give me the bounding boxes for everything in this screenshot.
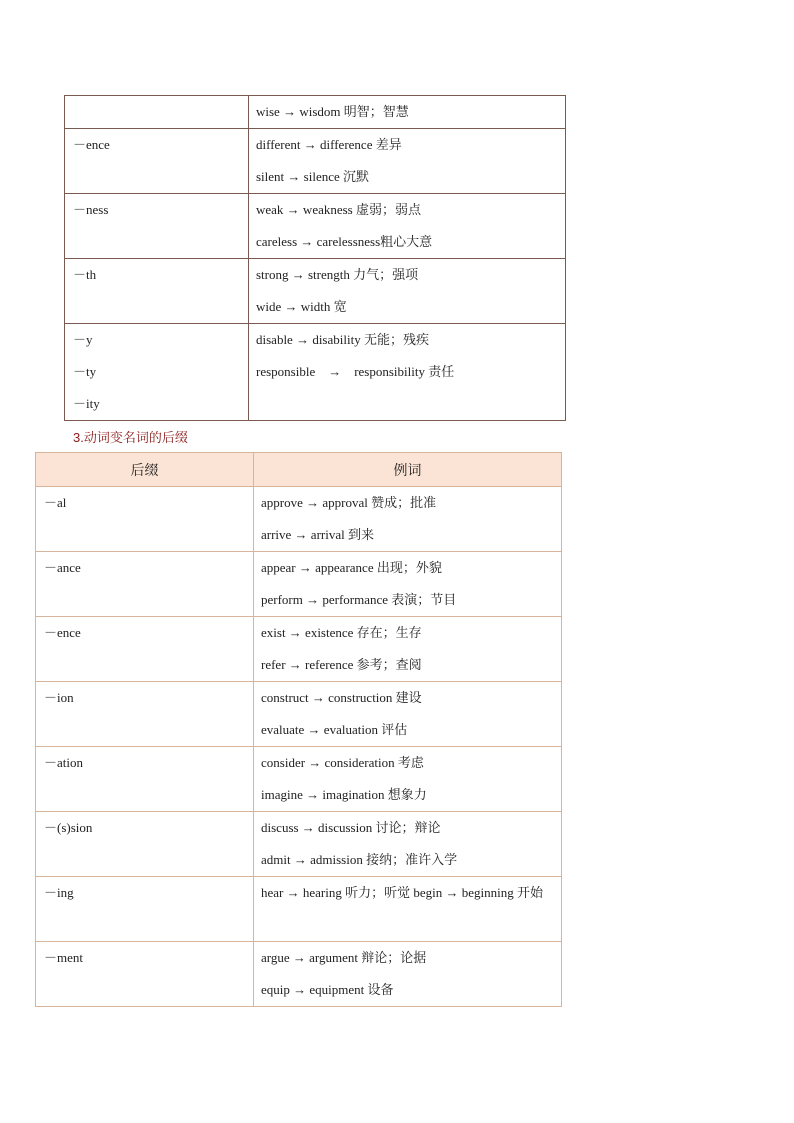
suffix-text: －ion: [44, 690, 74, 705]
example-text: exist → existence 存在；生存: [261, 625, 422, 640]
example-cell: [254, 942, 562, 1007]
suffix-cell: [36, 617, 254, 682]
table-row: [36, 812, 562, 877]
suffix-cell: [65, 194, 249, 259]
suffix-text: －ment: [44, 950, 83, 965]
table-row: [65, 96, 566, 129]
example-text: silent → silence 沉默: [256, 169, 370, 184]
example-text: equip → equipment 设备: [261, 982, 394, 997]
example-text: approve → approval 赞成；批准: [261, 495, 437, 510]
example-cell: [254, 682, 562, 747]
suffix-table-1: [64, 95, 566, 421]
table-row: [36, 877, 562, 942]
suffix-text: [65, 96, 248, 128]
example-text: imagine → imagination 想象力: [261, 787, 427, 802]
suffix-text: －ity: [73, 396, 100, 411]
example-cell: [254, 487, 562, 552]
suffix-text: －ation: [44, 755, 83, 770]
suffix-text: －al: [44, 495, 67, 510]
suffix-text: －y: [73, 332, 93, 347]
table-row: [36, 942, 562, 1007]
table-row: [36, 747, 562, 812]
suffix-table-2: [35, 452, 562, 1007]
example-cell: [249, 259, 566, 324]
suffix-text: －ence: [73, 137, 110, 152]
suffix-text: －th: [73, 267, 97, 282]
example-cell: [254, 877, 562, 942]
example-text: arrive → arrival 到来: [261, 527, 374, 542]
example-text: refer → reference 参考；查阅: [261, 657, 422, 672]
suffix-text: －ness: [73, 202, 109, 217]
example-text: perform → performance 表演；节目: [261, 592, 457, 607]
example-cell: [254, 552, 562, 617]
example-text: hear → hearing 听力；听觉 begin → beginning 开始: [261, 885, 543, 900]
suffix-cell: [65, 129, 249, 194]
header-suffix: 后缀: [36, 453, 254, 487]
header-example: 例词: [254, 453, 562, 487]
suffix-cell: [36, 552, 254, 617]
example-text: strong → strength 力气；强项: [256, 267, 419, 282]
table-row: [36, 682, 562, 747]
example-text: appear → appearance 出现；外貌: [261, 560, 442, 575]
example-cell: [249, 129, 566, 194]
example-text: careless → carelessness粗心大意: [256, 234, 433, 249]
example-text: consider → consideration 考虑: [261, 755, 424, 770]
example-text: responsible → responsibility 责任: [256, 364, 455, 379]
suffix-cell: [36, 942, 254, 1007]
table-row: [36, 487, 562, 552]
suffix-text: －ence: [44, 625, 81, 640]
table-row: [36, 552, 562, 617]
suffix-cell: [36, 682, 254, 747]
example-text: construct → construction 建设: [261, 690, 422, 705]
example-cell: [249, 324, 566, 421]
example-text: different → difference 差异: [256, 137, 402, 152]
suffix-text: －ty: [73, 364, 97, 379]
suffix-cell: [65, 324, 249, 421]
example-cell: [254, 617, 562, 682]
table-row: [65, 194, 566, 259]
suffix-cell: [36, 487, 254, 552]
example-text: evaluate → evaluation 评估: [261, 722, 408, 737]
suffix-cell: [36, 877, 254, 942]
example-text: weak → weakness 虚弱；弱点: [256, 202, 421, 217]
section-heading: 3.动词变名词的后缀: [73, 430, 188, 445]
table-row: [65, 129, 566, 194]
suffix-cell: [65, 259, 249, 324]
suffix-text: －ance: [44, 560, 81, 575]
table-row: [65, 324, 566, 421]
example-text: wide → width 宽: [256, 299, 347, 314]
table-header-row: [36, 453, 562, 487]
table-row: [36, 617, 562, 682]
example-cell: [254, 812, 562, 877]
table-row: [65, 259, 566, 324]
example-cell: [249, 96, 566, 129]
example-text: admit → admission 接纳；准许入学: [261, 852, 458, 867]
suffix-cell: [65, 96, 249, 129]
suffix-cell: [36, 812, 254, 877]
example-text: argue → argument 辩论；论据: [261, 950, 427, 965]
suffix-cell: [36, 747, 254, 812]
suffix-text: －ing: [44, 885, 74, 900]
example-text: wise → wisdom 明智；智慧: [256, 104, 409, 119]
example-text: discuss → discussion 讨论；辩论: [261, 820, 441, 835]
suffix-text: －(s)sion: [44, 820, 93, 835]
example-cell: [249, 194, 566, 259]
example-text: disable → disability 无能；残疾: [256, 332, 429, 347]
example-cell: [254, 747, 562, 812]
